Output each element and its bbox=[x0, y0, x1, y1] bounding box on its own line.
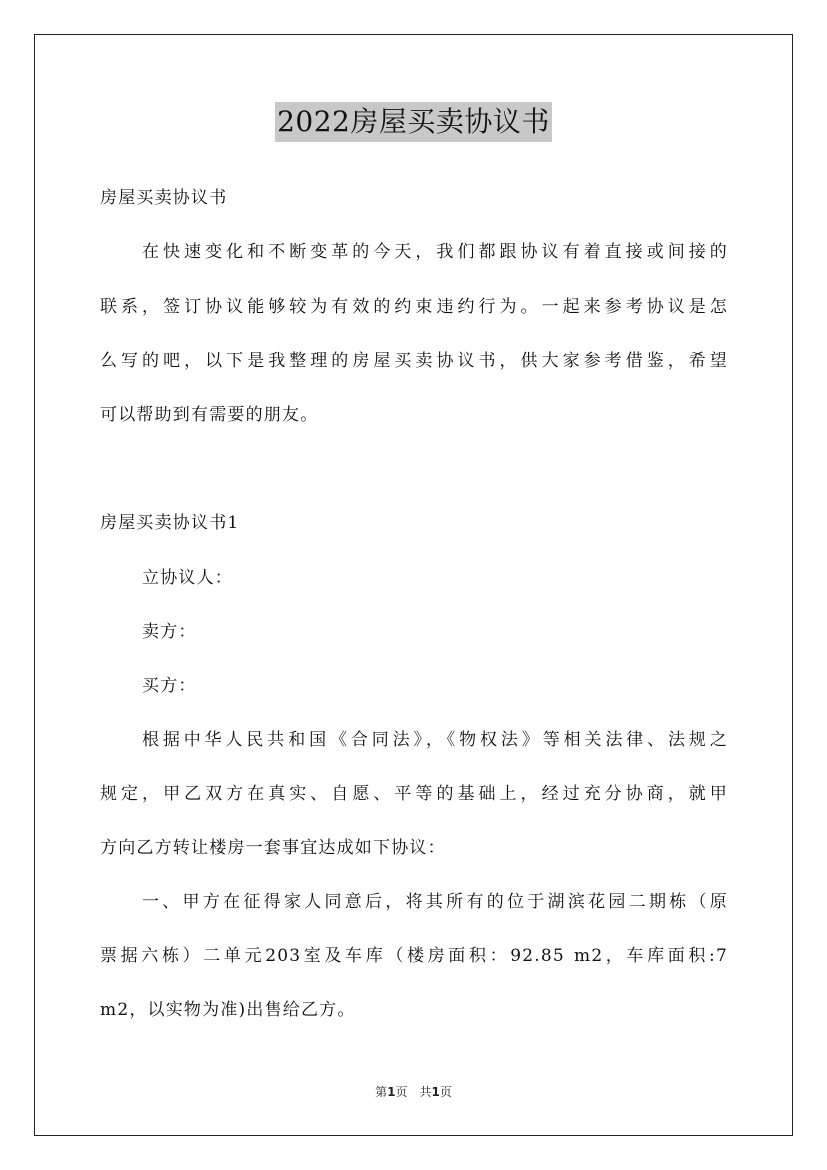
intro-line-1: 在快速变化和不断变革的今天，我们都跟协议有着直接或间接的 bbox=[142, 242, 728, 262]
page-footer bbox=[0, 1083, 827, 1100]
page-prefix: 第 bbox=[375, 1085, 388, 1099]
buyer-label: 买方： bbox=[142, 676, 197, 696]
section-heading: 房屋买卖协议书 bbox=[100, 188, 228, 208]
total-pages: 1 bbox=[431, 1085, 440, 1099]
party-intro: 立协议人： bbox=[142, 568, 233, 588]
basis-line-2: 规定，甲乙双方在真实、自愿、平等的基础上，经过充分协商，就甲 bbox=[100, 784, 728, 804]
clause1-line-2: 票据六栋）二单元203室及车库（楼房面积：92.85 m2，车库面积:7 bbox=[100, 946, 728, 966]
intro-line-3: 么写的吧，以下是我整理的房屋买卖协议书，供大家参考借鉴，希望 bbox=[100, 351, 728, 371]
basis-line-1: 根据中华人民共和国《合同法》，《物权法》等相关法律、法规之 bbox=[142, 730, 728, 750]
seller-label: 卖方： bbox=[142, 622, 197, 642]
agreement-heading: 房屋买卖协议书1 bbox=[100, 513, 240, 533]
title-container bbox=[0, 102, 827, 142]
clause1-line-1: 一、甲方在征得家人同意后，将其所有的位于湖滨花园二期栋（原 bbox=[142, 892, 728, 912]
intro-line-2: 联系，签订协议能够较为有效的约束违约行为。一起来参考协议是怎 bbox=[100, 297, 728, 317]
intro-line-4: 可以帮助到有需要的朋友。 bbox=[100, 405, 319, 425]
document-title: 2022房屋买卖协议书 bbox=[275, 102, 552, 142]
clause1-line-3: m2，以实物为准)出售给乙方。 bbox=[100, 1000, 356, 1020]
total-suffix: 页 bbox=[439, 1085, 452, 1099]
basis-line-3: 方向乙方转让楼房一套事宜达成如下协议： bbox=[100, 838, 446, 858]
total-prefix: 共 bbox=[419, 1085, 432, 1099]
page-number: 1 bbox=[387, 1085, 396, 1099]
page-suffix: 页 bbox=[395, 1085, 408, 1099]
